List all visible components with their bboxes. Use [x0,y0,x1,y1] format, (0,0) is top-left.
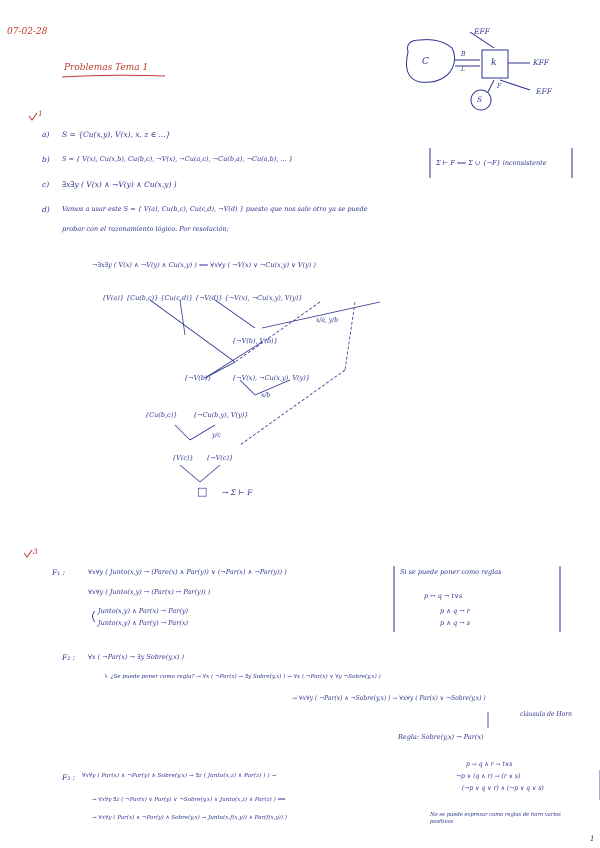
diagram-node-c: C [422,57,429,67]
f3-side1: p → q ∧ r → t∨s [466,761,513,768]
ex1-c-text: ∃x∃y ( V(x) ∧ ¬V(y) ∧ Cu(x,y) ) [62,180,177,189]
f3-label: F₃ : [62,773,76,782]
diagram-node-k: k [491,58,497,68]
f1-line2: ∀x∀y ( Junto(x,y) → (Par(x) ↔ Par(y)) ) [88,588,211,596]
diagram-arrow-b: B [461,51,466,58]
f3-line1: ∀x∀y ( Par(x) ∧ ¬Par(y) ∧ Sobre(y,x) → ∃z ( Junto(x,z) ∧ Par(z) ) ) → [82,773,277,779]
tree-row3a: {¬V(b)} [184,374,212,382]
f1-line3: Junto(x,y) ∧ Par(x) → Par(y) [98,607,189,615]
ex3-number: 3 [33,547,38,556]
f2-line2: ↳ ¿Se puede poner como regla? → ∀x ( ¬Par(x) → ∃y Sobre(y,x) ) → ∀x ( ¬Par(x) ∨ ∀y ¬Sobre(y,x) ) [104,674,381,680]
f3-line3: → ∀x∀y ( Par(x) ∧ ¬Par(y) ∧ Sobre(y,x) → Junto(x,f(x,y)) ∧ Par(f(x,y)) ) [92,815,287,821]
ex1-c-label: c) [42,180,50,189]
page-number: 1 [590,835,595,843]
tree-sub2: x/b [261,392,271,399]
ex1-b-text: S = { V(x), Cu(x,b), Cu(b,c), ¬V(x), ¬Cu(a,c), ¬Cu(b,a), ¬Cu(a,b), ... } [62,155,293,163]
diagram-node-s: S [477,95,483,104]
ex3-box-line3: p ∧ q → s [440,619,471,627]
diagram-right-label: KFF [533,58,550,67]
ex1-a-label: a) [42,130,50,139]
tree-row5a: {V(c)} [172,454,194,462]
f2-horn-note: cláusula de Horn [520,711,572,718]
ex1-box: Σ ⊢ F ⟺ Σ ∪ {¬F} inconsistente [436,159,547,167]
f1-line4: Junto(x,y) ∧ Par(y) → Par(x) [98,619,189,627]
f1-label: F₁ : [52,568,66,577]
ex3-box-line2: p ∧ q → r [440,607,470,615]
tree-result: → Σ ⊢ F [222,488,253,497]
tree-row4a: {Cu(b,c)} [145,411,178,419]
f1-line1: ∀x∀y ( Junto(x,y) → (Pare(x) ∧ Par(y)) ∨ (¬Par(x) ∧ ¬Par(y)) ) [88,568,287,576]
tree-row5b: {¬V(c)} [206,454,234,462]
ex1-d-text: Vamos a usar este S = { V(a), Cu(b,c), Cu(c,d), ¬V(d) } puesto que nos sale otro ya se puede [62,205,368,213]
ex1-a-text: S = {Cu(x,y), V(x), x, z ∈ ...} [62,130,171,139]
ex1-formula: ¬∃x∃y ( V(x) ∧ ¬V(y) ∧ Cu(x,y) ) ⟺ ∀x∀y ( ¬V(x) ∨ ¬Cu(x,y) ∨ V(y) ) [92,261,316,269]
tree-row3b: {¬V(x), ¬Cu(x,y), V(y)} [232,374,310,382]
tree-sub3: y/c [212,432,221,439]
ex1-d-label: d) [42,205,50,214]
tree-empty-clause: □ [197,485,208,498]
ex1-b-label: b) [42,155,50,164]
f3-side3: (¬p ∨ q ∨ r) ∧ (¬p ∨ q ∨ s) [462,785,544,792]
ex1-d-text-2: probar con el razonamiento lógico. Por resolución: [62,225,229,233]
page-title: Problemas Tema 1 [64,63,149,73]
f2-line3: → ∀x∀y ( ¬Par(x) ∧ ¬Sobre(y,x) ) → ∀x∀y ( Par(x) ∨ ¬Sobre(y,x) ) [292,695,486,702]
ex3-box-line1: p ↔ q → t∨s [424,592,463,600]
ex1-number: 1 [38,109,43,118]
tree-sub1: x/a, y/b [316,317,339,324]
f3-side2: ¬p ∨ (q ∧ r) → (r ∨ s) [456,773,521,780]
diagram-top-label: EFF [474,27,490,36]
ex3-box-title: Si se puede poner como reglas [400,568,502,576]
f2-rule: Regla: Sobre(y,x) → Par(x) [398,733,484,741]
title-underline [62,75,165,77]
tree-row1: {V(a)} {Cu(b,c)} {Cu(c,d)} {¬V(d)} {¬V(x), ¬Cu(x,y), V(y)} [102,294,303,302]
f3-line2: → ∀x∀y ∃z ( ¬Par(x) ∨ Par(y) ∨ ¬Sobre(y,x) ∨ Junto(x,z) ∧ Par(z) ) ⟺ [92,797,286,803]
tree-row2: {¬V(b), V(b)} [232,337,278,345]
date: 07-02-28 [7,27,48,37]
cloud-c [407,40,455,83]
diagram-arrow-f: F [497,83,502,90]
f2-line1: ∀x ( ¬Par(x) → ∃y Sobre(y,x) ) [88,653,185,661]
f2-label: F₂ : [62,653,76,662]
diagram-bottom-right-label: EFF [536,87,552,96]
f3-side-note: No se puede expresar como reglas de horn varios positivos [430,812,561,825]
diagram-arrow-l: L [461,66,465,73]
tree-row4b: {¬Cu(b,y), V(y)} [193,411,249,419]
